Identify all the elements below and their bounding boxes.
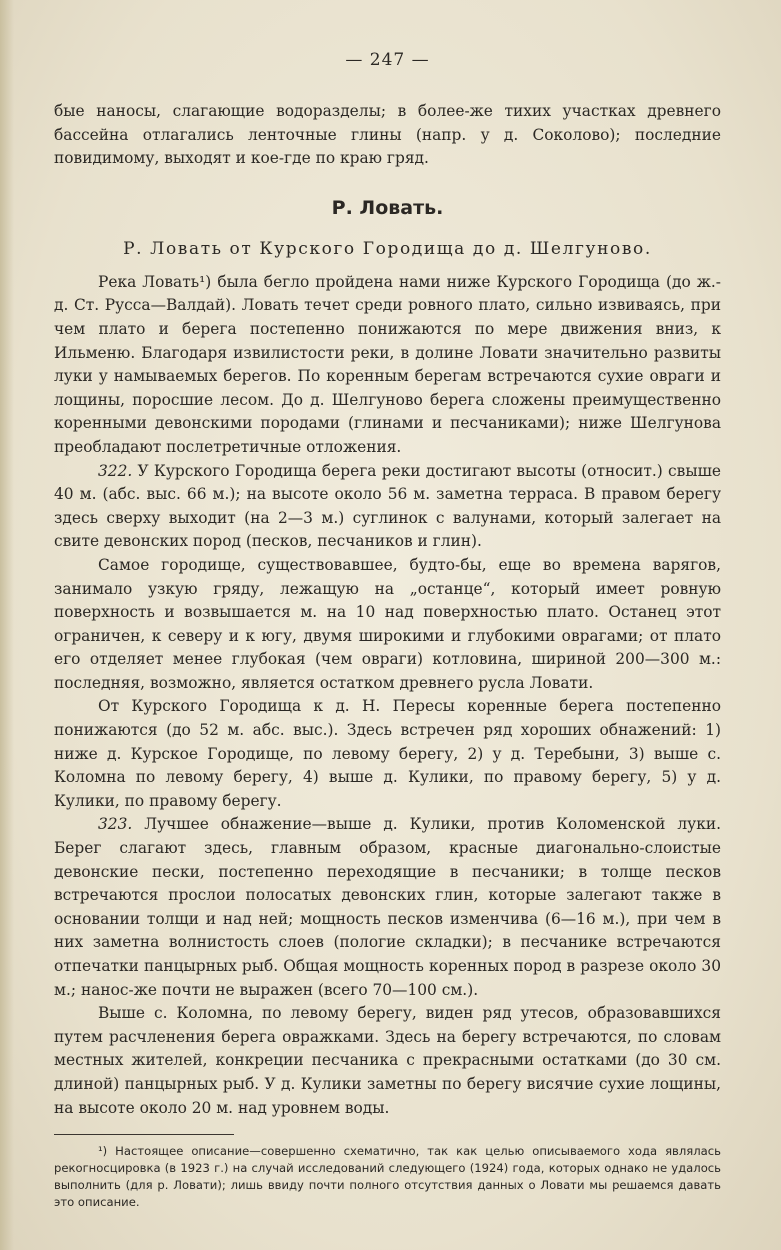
footnote-mark: ¹) <box>98 1144 108 1159</box>
paragraph: От Курского Городища к д. Н. Пересы коренные берега постепенно понижаются (до 52 м. абс. выс.). Здесь встречен ряд хороших обнажений: 1) ниже д. Курское Городище, по левому берегу, 2) у д. Теребыни, 3) выше с. Коломна по левому берегу, 4) выше д. Кулики, по правому берегу, 5) у д. Кулики, по правому берегу. <box>54 697 721 810</box>
paragraph: Река Ловать¹) была бегло пройдена нами ниже Курского Городища (до ж.-д. Ст. Русса—Валдай). Ловать течет среди ровного плато, сильно извиваясь, при чем плато и берега постепенно понижаются по мере движения вниз, к Ильменю. Благодаря извилистости реки, в долине Ловати значительно развиты луки у намываемых берегов. По коренным берегам встречаются сухие овраги и лощины, поросшие лесом. До д. Шелгуново берега сложены преимущественно коренными девонскими породами (глинами и песчаниками); ниже Шелгунова преобладают послетретичные отложения. <box>54 272 721 456</box>
page-number: — 247 — <box>345 50 430 70</box>
paragraph-text: Лучшее обнажение—выше д. Кулики, против Коломенской луки. Берег слагают здесь, главным образом, красные диагонально-слоистые девонские пески, постепенно переходящие в песчаники; в толще песков встречаются прослои полосатых девонских глин, которые залегают также в основании толщи и над ней; мощность песков изменчива (6—16 м.), при чем в них заметна волнистость слоев (пологие складки); в песчанике встречаются отпечатки панцырных рыб. Общая мощность коренных пород в разрезе около 30 м.; нанос-же почти не выражен (всего 70—100 см.). <box>54 815 721 999</box>
paragraph-numbered <box>54 460 721 554</box>
paragraph-continuation: бые наносы, слагающие водоразделы; в более-же тихих участках древнего бассейна отлагались ленточные глины (напр. у д. Соколово); последние повидимому, выходят и кое-где по краю гряд. <box>54 102 721 168</box>
paragraph-numbered <box>54 813 721 1002</box>
section-title: Р. Ловать. <box>331 196 444 219</box>
subsection-title: Р. Ловать от Курского Городища до д. Шелгуново. <box>123 238 652 259</box>
paragraph: Выше с. Коломна, по левому берегу, виден ряд утесов, образовавшихся путем расчленения берега овражками. Здесь на берегу встречаются, по словам местных жителей, конкреции песчаника с прекрасными остатками (до 30 см. длиной) панцырных рыб. У д. Кулики заметны по берегу висячие сухие лощины, на высоте около 20 м. над уровнем воды. <box>54 1004 721 1117</box>
paragraph-text: У Курского Городища берега реки достигают высоты (относит.) свыше 40 м. (абс. выс. 66 м.); на высоте около 56 м. заметна терраса. В правом берегу здесь сверху выходит (на 2—3 м.) суглинок с валунами, который залегает на свите девонских пород (песков, песчаников и глин). <box>54 461 721 551</box>
footnote-divider <box>54 1134 234 1135</box>
paragraph: Самое городище, существовавшее, будто-бы, еще во времена варягов, занимало узкую гряду, лежащую на „останце“, который имеет ровную поверхность и возвышается м. на 10 над поверхностью плато. Останец этот ограничен, к северу и к югу, двумя широкими и глубокими оврагами; от плато его отделяет менее глубокая (чем овраги) котловина, шириной 200—300 м.: последняя, возможно, является остатком древнего русла Ловати. <box>54 555 721 692</box>
footnote <box>54 1143 721 1211</box>
paragraph-number: 322. <box>98 461 133 480</box>
paragraph-number: 323. <box>98 815 133 834</box>
footnote-text: Настоящее описание—совершенно схематично, так как целью описываемого хода являлась рекогносцировка (в 1923 г.) на случай исследований следующего (1924) года, которых однако не удалось выполнить (для р. Ловати); лишь ввиду почти полного отсутствия данных о Ловати мы решаемся давать это описание. <box>54 1144 721 1210</box>
